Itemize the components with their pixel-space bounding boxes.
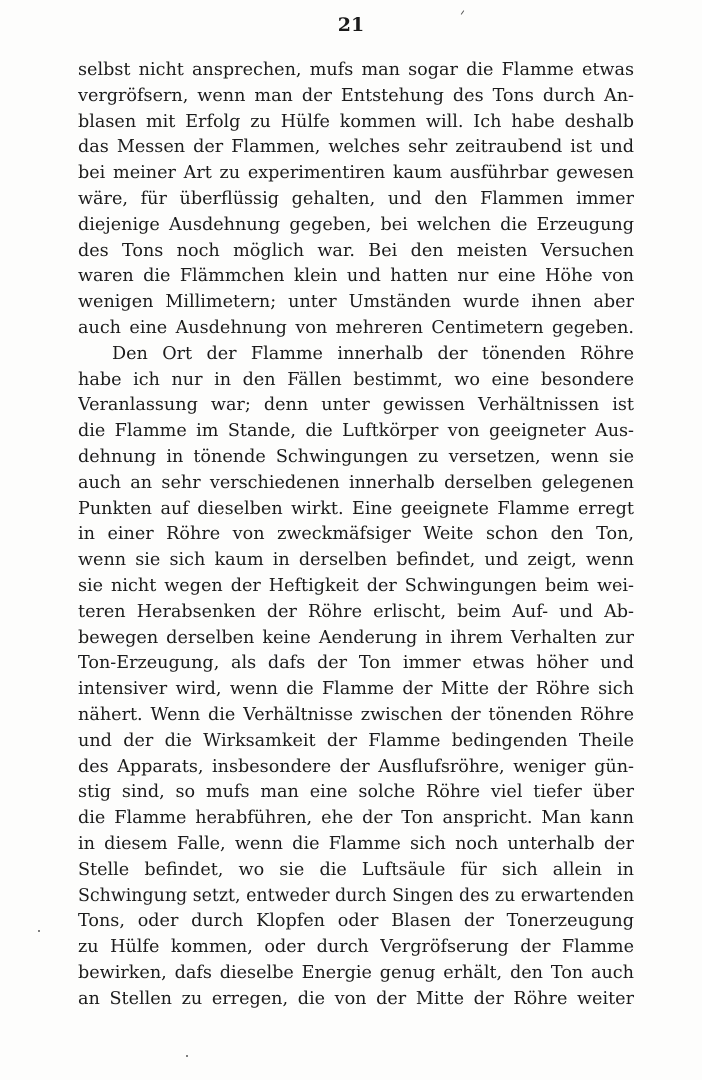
text-line: wenigen Millimetern; unter Umständen wurde ihnen aber	[78, 292, 634, 313]
text-line: die Flamme im Stande, die Luftkörper von geeigneter Aus-	[78, 421, 634, 442]
text-line: stig sind, so mufs man eine solche Röhre viel tiefer über	[78, 782, 634, 803]
text-line: dehnung in tönende Schwingungen zu versetzen, wenn sie	[78, 446, 634, 467]
text-line: sie nicht wegen der Heftigkeit der Schwingungen beim wei-	[78, 575, 634, 596]
paragraph-start-line: Den Ort der Flamme innerhalb der tönenden Röhre	[112, 343, 634, 364]
text-line: Tons, oder durch Klopfen oder Blasen der Tonerzeugung	[78, 911, 634, 932]
body-text	[78, 58, 634, 1012]
text-line: an Stellen zu erregen, die von der Mitte der Röhre weiter	[78, 988, 634, 1009]
text-line: selbst nicht ansprechen, mufs man sogar die Flamme etwas	[78, 60, 634, 80]
text-line: vergröfsern, wenn man der Entstehung des Tons durch An-	[78, 85, 634, 106]
text-line: des Apparats, insbesondere der Ausflufsröhre, weniger gün-	[78, 756, 634, 777]
text-line: auch an sehr verschiedenen innerhalb derselben gelegenen	[78, 472, 634, 493]
text-line: Veranlassung war; denn unter gewissen Verhältnissen ist	[78, 395, 634, 416]
text-line: auch eine Ausdehnung von mehreren Centimetern gegeben.	[78, 317, 634, 338]
text-line: in diesem Falle, wenn die Flamme sich noch unterhalb der	[78, 833, 634, 854]
text-line: wäre, für überflüssig gehalten, und den Flammen immer	[78, 188, 634, 209]
text-line: Punkten auf dieselben wirkt. Eine geeignete Flamme erregt	[78, 498, 634, 519]
text-line: Stelle befindet, wo sie die Luftsäule für sich allein in	[78, 859, 634, 880]
text-line: habe ich nur in den Fällen bestimmt, wo eine besondere	[78, 369, 634, 390]
text-line: blasen mit Erfolg zu Hülfe kommen will. Ich habe deshalb	[78, 111, 634, 132]
text-line: wenn sie sich kaum in derselben befindet, und zeigt, wenn	[78, 550, 634, 571]
text-line: nähert. Wenn die Verhältnisse zwischen der tönenden Röhre	[78, 704, 634, 725]
page-number: 21	[337, 14, 365, 36]
text-line: des Tons noch möglich war. Bei den meisten Versuchen	[78, 240, 634, 261]
ink-speck	[38, 930, 40, 932]
text-line: bewirken, dafs dieselbe Energie genug erhält, den Ton auch	[78, 962, 634, 983]
text-line: das Messen der Flammen, welches sehr zeitraubend ist und	[78, 137, 634, 158]
text-line: in einer Röhre von zweckmäfsiger Weite schon den Ton,	[78, 524, 634, 545]
text-line: und der die Wirksamkeit der Flamme bedingenden Theile	[78, 730, 634, 751]
text-line: bewegen derselben keine Aenderung in ihrem Verhalten zur	[78, 627, 634, 648]
text-line: die Flamme herabführen, ehe der Ton anspricht. Man kann	[78, 808, 634, 829]
text-line: waren die Flämmchen klein und hatten nur eine Höhe von	[78, 266, 634, 287]
ink-speck	[186, 1055, 188, 1057]
text-line: Schwingung setzt, entweder durch Singen des zu erwartenden	[78, 885, 634, 906]
text-line: intensiver wird, wenn die Flamme der Mitte der Röhre sich	[78, 679, 634, 700]
text-line: Ton-Erzeugung, als dafs der Ton immer etwas höher und	[78, 653, 634, 674]
text-line: diejenige Ausdehnung gegeben, bei welchen die Erzeugung	[78, 214, 634, 235]
text-line: teren Herabsenken der Röhre erlischt, beim Auf- und Ab-	[78, 601, 634, 622]
text-line: zu Hülfe kommen, oder durch Vergröfserung der Flamme	[78, 937, 634, 958]
text-line: bei meiner Art zu experimentiren kaum ausführbar gewesen	[78, 163, 634, 184]
